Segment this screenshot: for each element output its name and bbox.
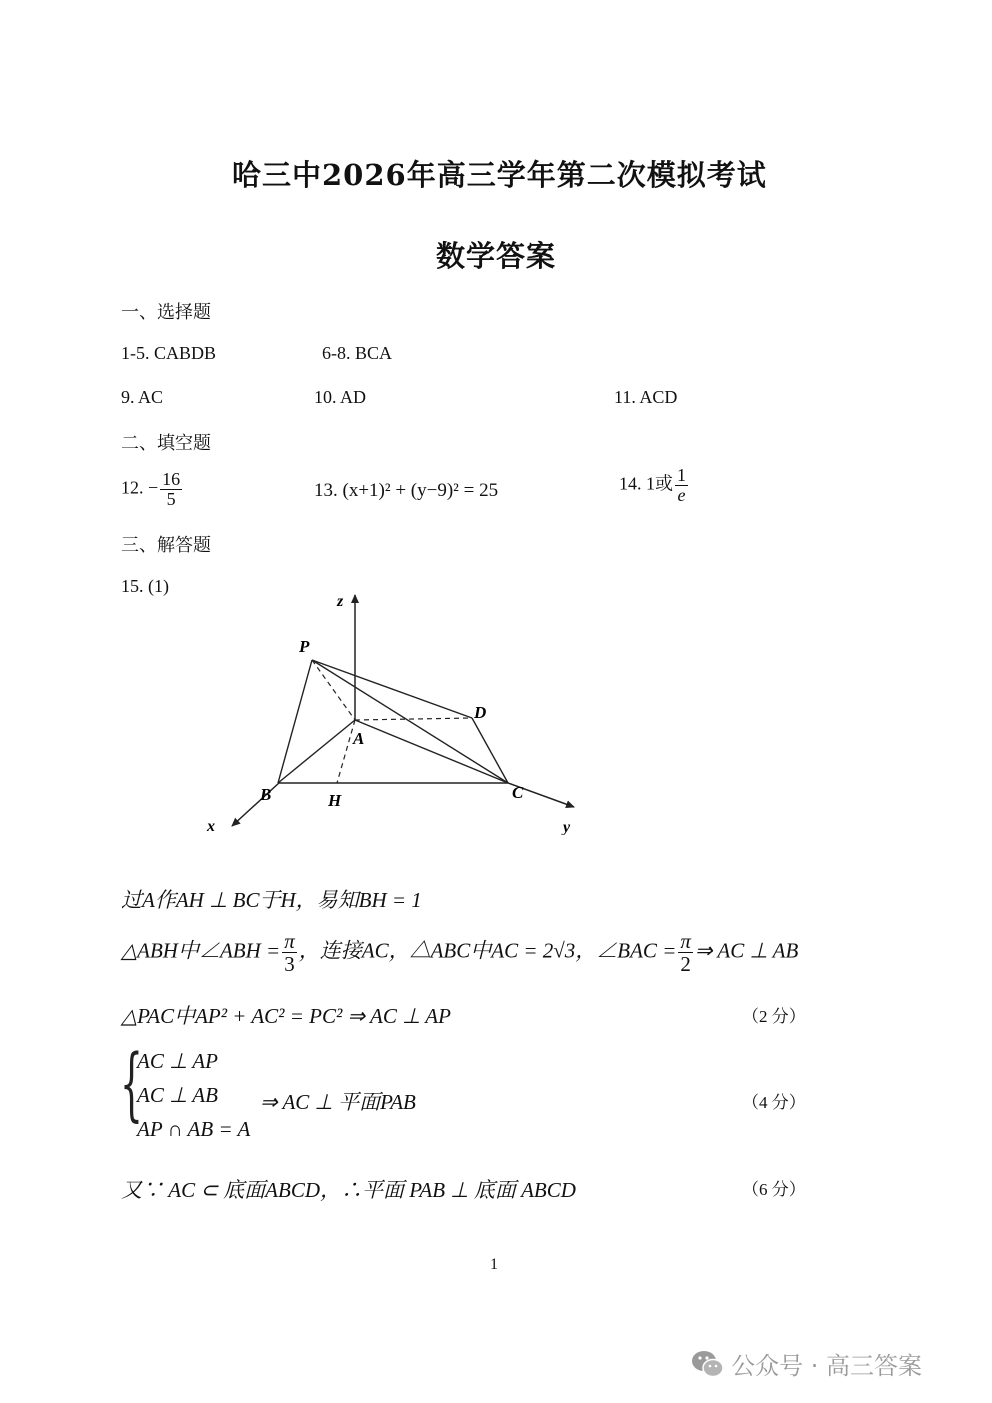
label-h: H — [328, 791, 342, 810]
angle-abh-fraction — [282, 930, 297, 975]
angle-abh-num: π — [284, 929, 295, 953]
q14-label: 14. 1或 — [619, 473, 673, 494]
system-line-1: AC ⊥ AP — [137, 1049, 218, 1073]
system-line-3: AP ∩ AB = A — [137, 1117, 251, 1141]
mc-answer-11: 11. ACD — [614, 387, 678, 407]
line2-part-c: ⇒ AC ⊥ AB — [694, 938, 799, 963]
section-fill-heading: 二、填空题 — [121, 433, 211, 454]
section-solution-heading: 三、解答题 — [121, 535, 211, 556]
page-subtitle: 数学答案 — [436, 239, 557, 273]
section-choice-heading: 一、选择题 — [121, 302, 211, 323]
q14-numerator: 1 — [677, 465, 686, 485]
angle-bac-num: π — [680, 929, 691, 953]
q14-fraction — [675, 466, 688, 505]
score-6: （6 分） — [742, 1180, 806, 1199]
line2-part-a: △ABH中∠ABH = — [121, 938, 281, 963]
system-brace: { — [120, 1037, 143, 1130]
edge-dc — [472, 718, 508, 783]
label-z: z — [337, 593, 344, 610]
watermark-text: 公众号 · 高三答案 — [731, 1352, 922, 1380]
edge-ac — [355, 720, 508, 783]
wechat-icon — [690, 1347, 726, 1381]
label-x: x — [207, 818, 215, 835]
page-title: 哈三中2026年高三学年第二次模拟考试 — [232, 158, 767, 192]
line2-part-b: ，连接AC，△ABC中AC = 2√3，∠BAC = — [298, 938, 677, 963]
solution-line-5: 又∵ AC ⊂ 底面ABCD，∴平面 PAB ⊥ 底面 ABCD — [121, 1178, 576, 1202]
edge-ba — [278, 720, 355, 783]
label-y: y — [563, 819, 571, 835]
angle-abh-den: 3 — [284, 952, 295, 977]
solution-line-3: △PAC中AP² + AC² = PC² ⇒ AC ⊥ AP — [121, 1004, 451, 1028]
score-4: （4 分） — [742, 1093, 806, 1112]
mc-answers-1-5: 1-5. CABDB — [121, 343, 217, 363]
system-line-2: AC ⊥ AB — [137, 1083, 218, 1107]
watermark — [690, 1346, 922, 1381]
fill-answer-12 — [121, 470, 184, 509]
angle-bac-den: 2 — [680, 952, 691, 977]
angle-bac-fraction — [678, 930, 693, 975]
q12-label: 12. − — [121, 477, 159, 498]
edge-ad-dashed — [355, 718, 472, 720]
x-axis — [232, 782, 280, 826]
edge-pa-dashed — [312, 660, 355, 720]
q14-denominator: e — [677, 484, 686, 505]
label-b: B — [260, 785, 272, 804]
mc-answers-6-8: 6-8. BCA — [322, 343, 393, 363]
pyramid-figure — [200, 585, 590, 835]
solution-line-1: 过A作AH ⊥ BC于H，易知BH = 1 — [121, 888, 422, 912]
page-number: 1 — [490, 1256, 498, 1273]
label-c: C — [512, 783, 524, 802]
score-2: （2 分） — [742, 1007, 806, 1026]
mc-answer-9: 9. AC — [121, 387, 164, 407]
fill-answer-14 — [619, 466, 690, 505]
edge-pd — [312, 660, 472, 718]
edge-pb — [278, 660, 312, 783]
solution-line-2 — [121, 930, 798, 975]
label-d: D — [474, 703, 487, 722]
system-result: ⇒ AC ⊥ 平面PAB — [260, 1090, 416, 1114]
q12-numerator: 16 — [162, 469, 181, 489]
fill-answer-13: 13. (x+1)² + (y−9)² = 25 — [314, 480, 499, 501]
q12-denominator: 5 — [166, 488, 176, 509]
q12-fraction — [160, 470, 182, 509]
mc-answer-10: 10. AD — [314, 387, 367, 407]
label-p: P — [299, 637, 310, 656]
label-a: A — [353, 729, 365, 748]
q15-label: 15. (1) — [121, 576, 169, 596]
